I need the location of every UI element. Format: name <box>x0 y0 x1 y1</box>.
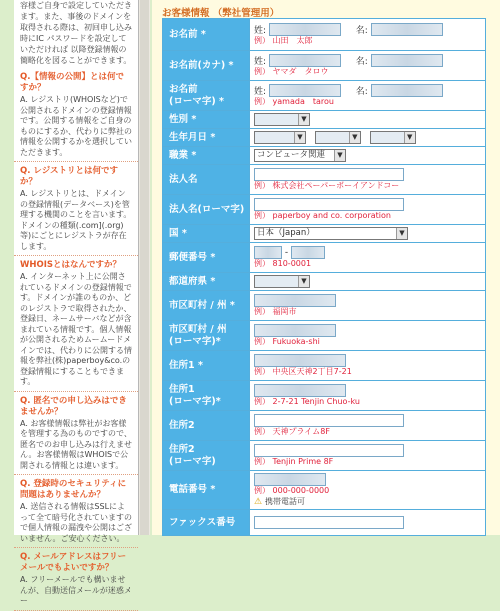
example-addr1-roman: 例） 2-7-21 Tenjin Chuo-ku <box>254 397 360 406</box>
example-kana: 例） ヤマダ タロウ <box>254 67 329 76</box>
form-row-corp-roman <box>163 195 486 225</box>
chevron-down-icon: ▼ <box>396 228 407 239</box>
form-row-city <box>163 291 486 321</box>
country-select-value: 日本（Japan） <box>257 228 315 238</box>
tel-input[interactable] <box>254 473 326 486</box>
example-tel: 例） 000-000-0000 <box>254 486 330 495</box>
faq-question: Q.【情報の公開】とは何ですか？ <box>20 72 124 93</box>
sei-label: 姓: <box>254 57 267 67</box>
birth-year-select[interactable] <box>254 131 306 144</box>
fax-input[interactable] <box>254 516 404 529</box>
corp-name-roman-input[interactable] <box>254 198 404 211</box>
faq-answer: A. インターネット上に公開されているドメインの登録情報です。ドメインが誰のものか、どのレジストラで取得されたか、登録日、ネームサーバなどが含まれている情報です。個人情報が公開されるためムームードメインでは、代わりに公開する情報を弊社(株)paperboy&co.の登録情報にすることもできます。 <box>14 272 138 392</box>
example-roman: 例） yamada tarou <box>254 97 334 106</box>
faq-question: Q. 匿名での申し込みはできませんか？ <box>20 395 127 417</box>
label-country: 国 * <box>163 225 250 243</box>
sei-label: 姓: <box>254 26 267 36</box>
chevron-down-icon: ▼ <box>404 132 415 143</box>
gender-select[interactable] <box>254 113 310 126</box>
faq-item <box>14 475 138 548</box>
faq-list <box>14 68 138 611</box>
first-name-input[interactable] <box>371 23 443 36</box>
faq-item <box>14 392 138 476</box>
first-name-roman-input[interactable] <box>371 84 443 97</box>
example-zip: 例） 810-0001 <box>254 259 312 268</box>
zip-first-input[interactable] <box>254 246 282 259</box>
country-select[interactable] <box>254 227 408 240</box>
label-name: お名前 * <box>163 19 250 51</box>
last-name-input[interactable] <box>269 23 341 36</box>
sidebar-intro: 容様ご自身で設定していただきます。また、事後のドメインを取得される際は、初回申し込み時にIC パスワードを設定していただければ 以降登録情報の簡略化を図ることができます。 <box>20 1 132 65</box>
label-birth: 生年月日 * <box>163 129 250 147</box>
label-addr1: 住所1 * <box>163 351 250 381</box>
corp-name-input[interactable] <box>254 168 404 181</box>
label-corp: 法人名 <box>163 165 250 195</box>
zip-separator: - <box>284 247 289 258</box>
form-row-tel <box>163 471 486 510</box>
label-addr2-roman: 住所2 (ローマ字) <box>163 441 250 471</box>
form-row-kana <box>163 51 486 81</box>
label-city-roman: 市区町村 / 州 (ローマ字)* <box>163 321 250 351</box>
faq-item <box>14 162 138 256</box>
sei-label: 姓: <box>254 87 267 97</box>
form-row-addr1 <box>163 351 486 381</box>
label-tel: 電話番号 * <box>163 471 250 510</box>
faq-question: Q. 登録時のセキュリティに問題はありませんか？ <box>20 479 127 500</box>
last-name-roman-input[interactable] <box>269 84 341 97</box>
example-addr2: 例） 天神プライム8F <box>254 427 330 436</box>
chevron-down-icon: ▼ <box>298 276 309 287</box>
faq-item <box>14 68 138 162</box>
label-job: 職業 * <box>163 147 250 165</box>
warning-icon: ⚠ <box>254 497 263 507</box>
faq-item <box>14 548 138 611</box>
sidebar-scrollbar[interactable] <box>138 0 150 535</box>
form-row-addr2 <box>163 411 486 441</box>
birth-month-select[interactable] <box>315 131 361 144</box>
example-corp-roman: 例） paperboy and co. corporation <box>254 211 391 220</box>
example-addr1: 例） 中央区天神2丁目7-21 <box>254 367 352 376</box>
sidebar <box>14 0 138 605</box>
addr2-input[interactable] <box>254 414 404 427</box>
label-addr2: 住所2 <box>163 411 250 441</box>
example-corp: 例） 株式会社ペーパーボーイアンドコー <box>254 181 400 190</box>
scrollbar-thumb[interactable] <box>140 0 149 535</box>
faq-answer: A. レジストリとは、ドメインの登録情報(データベース)を管理する機関のことを言います。ドメインの種類(.com](.org)等)にごとにレジストラが存在します。 <box>14 189 138 256</box>
zip-second-input[interactable] <box>291 246 325 259</box>
form-row-pref <box>163 273 486 291</box>
customer-form <box>162 18 486 536</box>
city-input[interactable] <box>254 294 336 307</box>
example-name: 例） 山田 太郎 <box>254 36 313 45</box>
form-row-city-roman <box>163 321 486 351</box>
addr2-roman-input[interactable] <box>254 444 404 457</box>
mei-label: 名: <box>355 87 368 97</box>
faq-answer: A. フリーメールでも構いませんが、自動送信メールが迷惑メー <box>14 575 138 611</box>
pref-select[interactable] <box>254 275 310 288</box>
faq-answer: A. お客様情報は弊社がお客様を管理する為のものですので、匿名でのお申し込みは行えません。お客様情報はWHOISで公開される情報とは違います。 <box>14 419 138 476</box>
last-name-kana-input[interactable] <box>269 54 341 67</box>
chevron-down-icon: ▼ <box>334 150 345 161</box>
label-roman: お名前 (ローマ字) * <box>163 81 250 111</box>
mobile-ok-note: 携帯電話可 <box>264 497 305 506</box>
job-select[interactable] <box>254 149 346 162</box>
label-addr1-roman: 住所1 (ローマ字)* <box>163 381 250 411</box>
chevron-down-icon: ▼ <box>298 114 309 125</box>
chevron-down-icon: ▼ <box>349 132 360 143</box>
faq-question: WHOISとはなんですか？ <box>20 260 122 270</box>
faq-item <box>14 256 138 392</box>
chevron-down-icon: ▼ <box>294 132 305 143</box>
birth-day-select[interactable] <box>370 131 416 144</box>
form-row-country <box>163 225 486 243</box>
form-row-fax <box>163 510 486 536</box>
addr1-input[interactable] <box>254 354 346 367</box>
main-content <box>152 0 500 535</box>
form-row-zip <box>163 243 486 273</box>
form-row-corp <box>163 165 486 195</box>
form-row-roman <box>163 81 486 111</box>
form-row-gender <box>163 111 486 129</box>
first-name-kana-input[interactable] <box>371 54 443 67</box>
addr1-roman-input[interactable] <box>254 384 346 397</box>
form-row-addr1-roman <box>163 381 486 411</box>
faq-answer: A. レジストリ(WHOISなど)で公開されるドメインの登録情報です。公開する情報をご自身のものにするか、代わりに弊社の情報を公開するかを選択していただきます。 <box>14 95 138 162</box>
form-row-job <box>163 147 486 165</box>
label-corp-roman: 法人名(ローマ字) <box>163 195 250 225</box>
form-row-addr2-roman <box>163 441 486 471</box>
label-kana: お名前(カナ) * <box>163 51 250 81</box>
label-gender: 性別 * <box>163 111 250 129</box>
example-city-roman: 例） Fukuoka-shi <box>254 337 320 346</box>
faq-question: Q. レジストリとは何ですか？ <box>20 166 118 187</box>
mei-label: 名: <box>355 26 368 36</box>
section-title: お客様情報 （弊社管理用） <box>162 8 280 19</box>
label-city: 市区町村 / 州 * <box>163 291 250 321</box>
mei-label: 名: <box>355 57 368 67</box>
label-fax: ファックス番号 <box>163 510 250 536</box>
job-select-value: コンピュータ関連 <box>257 150 326 160</box>
example-city: 例） 福岡市 <box>254 307 297 316</box>
faq-question: Q. メールアドレスはフリーメールでもよいですか？ <box>20 552 127 573</box>
faq-answer: A. 送信される情報はSSLによって全て暗号化されていますので個人情報の漏洩や公開はございません。ご安心ください。 <box>14 502 138 548</box>
form-row-birth <box>163 129 486 147</box>
label-pref: 都道府県 * <box>163 273 250 291</box>
form-row-name <box>163 19 486 51</box>
city-roman-input[interactable] <box>254 324 336 337</box>
label-zip: 郵便番号 * <box>163 243 250 273</box>
example-addr2-roman: 例） Tenjin Prime 8F <box>254 457 334 466</box>
